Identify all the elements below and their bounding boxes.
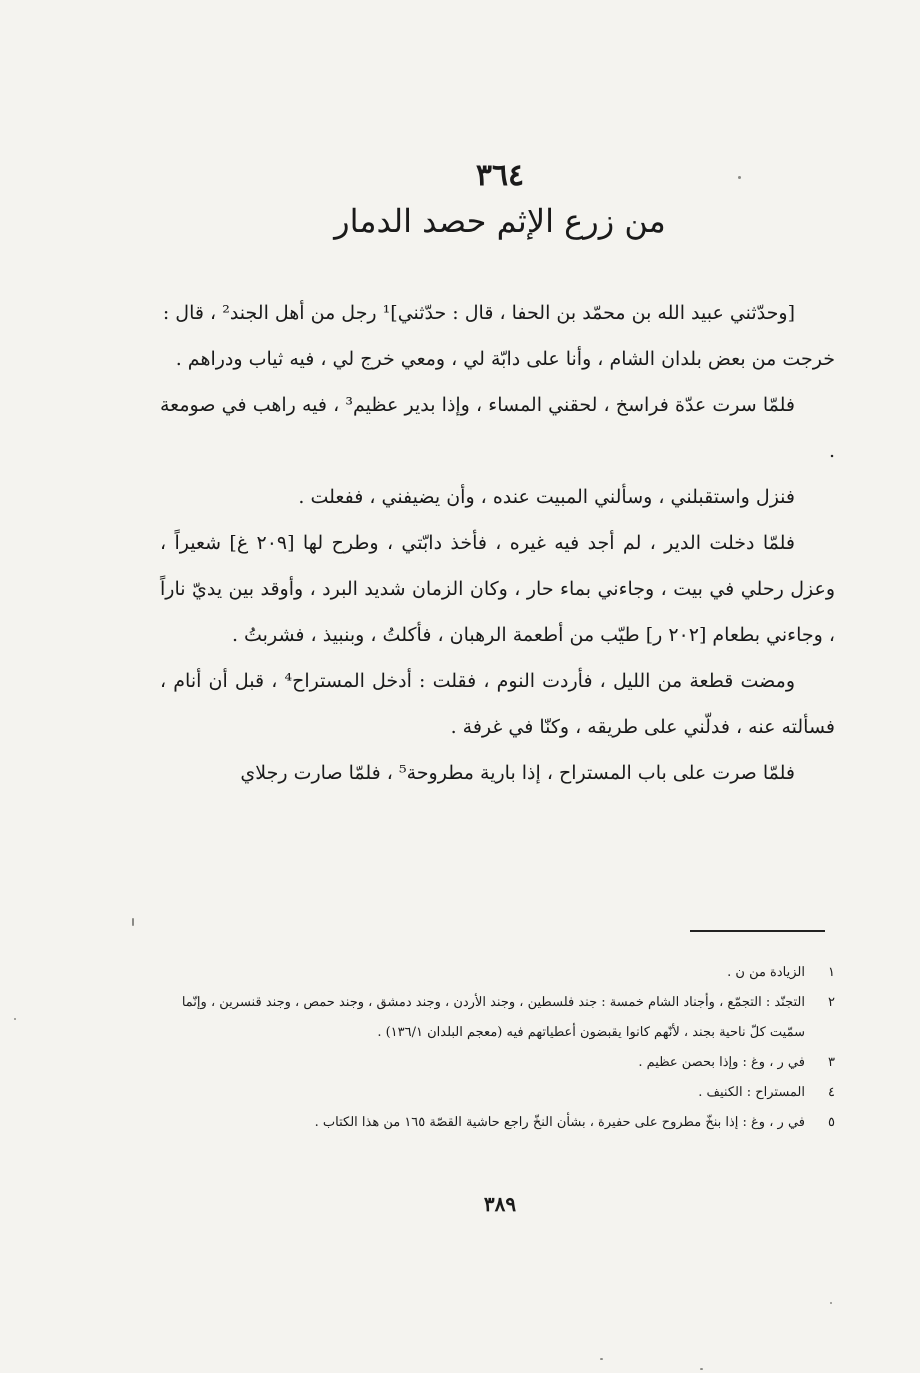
paragraph-1: [وحدّثني عبيد الله بن محمّد بن الحفا ، قال : حدّثني]¹ رجل من أهل الجند² ، قال : (162, 302, 795, 324)
story-body (160, 290, 835, 796)
footnote-1 (165, 958, 835, 988)
footnote-text: التجنّد : التجمّع ، وأجناد الشام خمسة : جند فلسطين ، وجند الأردن ، وجند دمشق ، وجند حمص ، وجند قنسرين ، وإنّما سمّيت كلّ ناحية بجند ، لأنّهم كانوا يقبضون أعطياتهم فيه (معجم البلدان ١٣٦/١) . (181, 995, 805, 1040)
paragraph-2: خرجت من بعض بلدان الشام ، وأنا على دابّة لي ، ومعي خرج لي ، فيه ثياب ودراهم . (175, 348, 835, 370)
footnote-2 (165, 988, 835, 1048)
paper-speck (738, 176, 741, 179)
paper-speck (830, 1302, 832, 1304)
footnote-5 (165, 1108, 835, 1138)
footnote-number: ١ (828, 965, 835, 980)
page-number: ٣٨٩ (483, 1192, 517, 1216)
paragraph-7: فلمّا صرت على باب المستراح ، إذا بارية مطروحة⁵ ، فلمّا صارت رجلاي (240, 762, 795, 784)
paper-speck (14, 1018, 16, 1020)
paper-speck (700, 1368, 703, 1370)
footnotes (165, 958, 835, 1138)
footnote-text: الزيادة من ن . (727, 965, 805, 980)
footnote-3 (165, 1048, 835, 1078)
paragraph-4: فنزل واستقبلني ، وسألني المبيت عنده ، وأن يضيفني ، ففعلت . (298, 486, 795, 508)
footnote-text: في ر ، وغ : إذا بنخّ مطروح على حفيرة ، بشأن النخّ راجع حاشية القصّة ١٦٥ من هذا الكتاب . (314, 1115, 805, 1130)
paragraph-5: فلمّا دخلت الدير ، لم أجد فيه غيره ، فأخذ دابّتي ، وطرح لها [٢٠٩ غ] شعيراً ، وعزل رحلي في بيت ، وجاءني بماء حار ، وكان الزمان شديد البرد ، وأوقد بين يديّ ناراً ، وجاءني بطعام [٢٠٢ ر] طيّب من أطعمة الرهبان ، فأكلتُ ، وبنبيذ ، فشربتُ . (160, 532, 835, 646)
footnote-number: ٥ (828, 1115, 835, 1130)
paragraph-6: ومضت قطعة من الليل ، فأردت النوم ، فقلت : أدخل المستراح⁴ ، قبل أن أنام ، فسألته عنه ، فدلّني على طريقه ، وكنّا في غرفة . (160, 670, 835, 738)
footnote-number: ٤ (828, 1085, 835, 1100)
footnote-divider (690, 930, 825, 932)
story-number: ٣٦٤ (475, 158, 525, 193)
paper-speck (132, 918, 134, 926)
story-title: من زرع الإثم حصد الدمار (334, 202, 666, 240)
footnote-number: ٢ (828, 995, 835, 1010)
paper-speck (600, 1358, 603, 1360)
footnote-number: ٣ (828, 1055, 835, 1070)
footnote-text: في ر ، وغ : وإذا بحصن عظيم . (638, 1055, 805, 1070)
footnote-4 (165, 1078, 835, 1108)
footnote-text: المستراح : الكنيف . (698, 1085, 805, 1100)
paragraph-3: فلمّا سرت عدّة فراسخ ، لحقني المساء ، وإذا بدير عظيم³ ، فيه راهب في صومعة . (160, 394, 835, 462)
